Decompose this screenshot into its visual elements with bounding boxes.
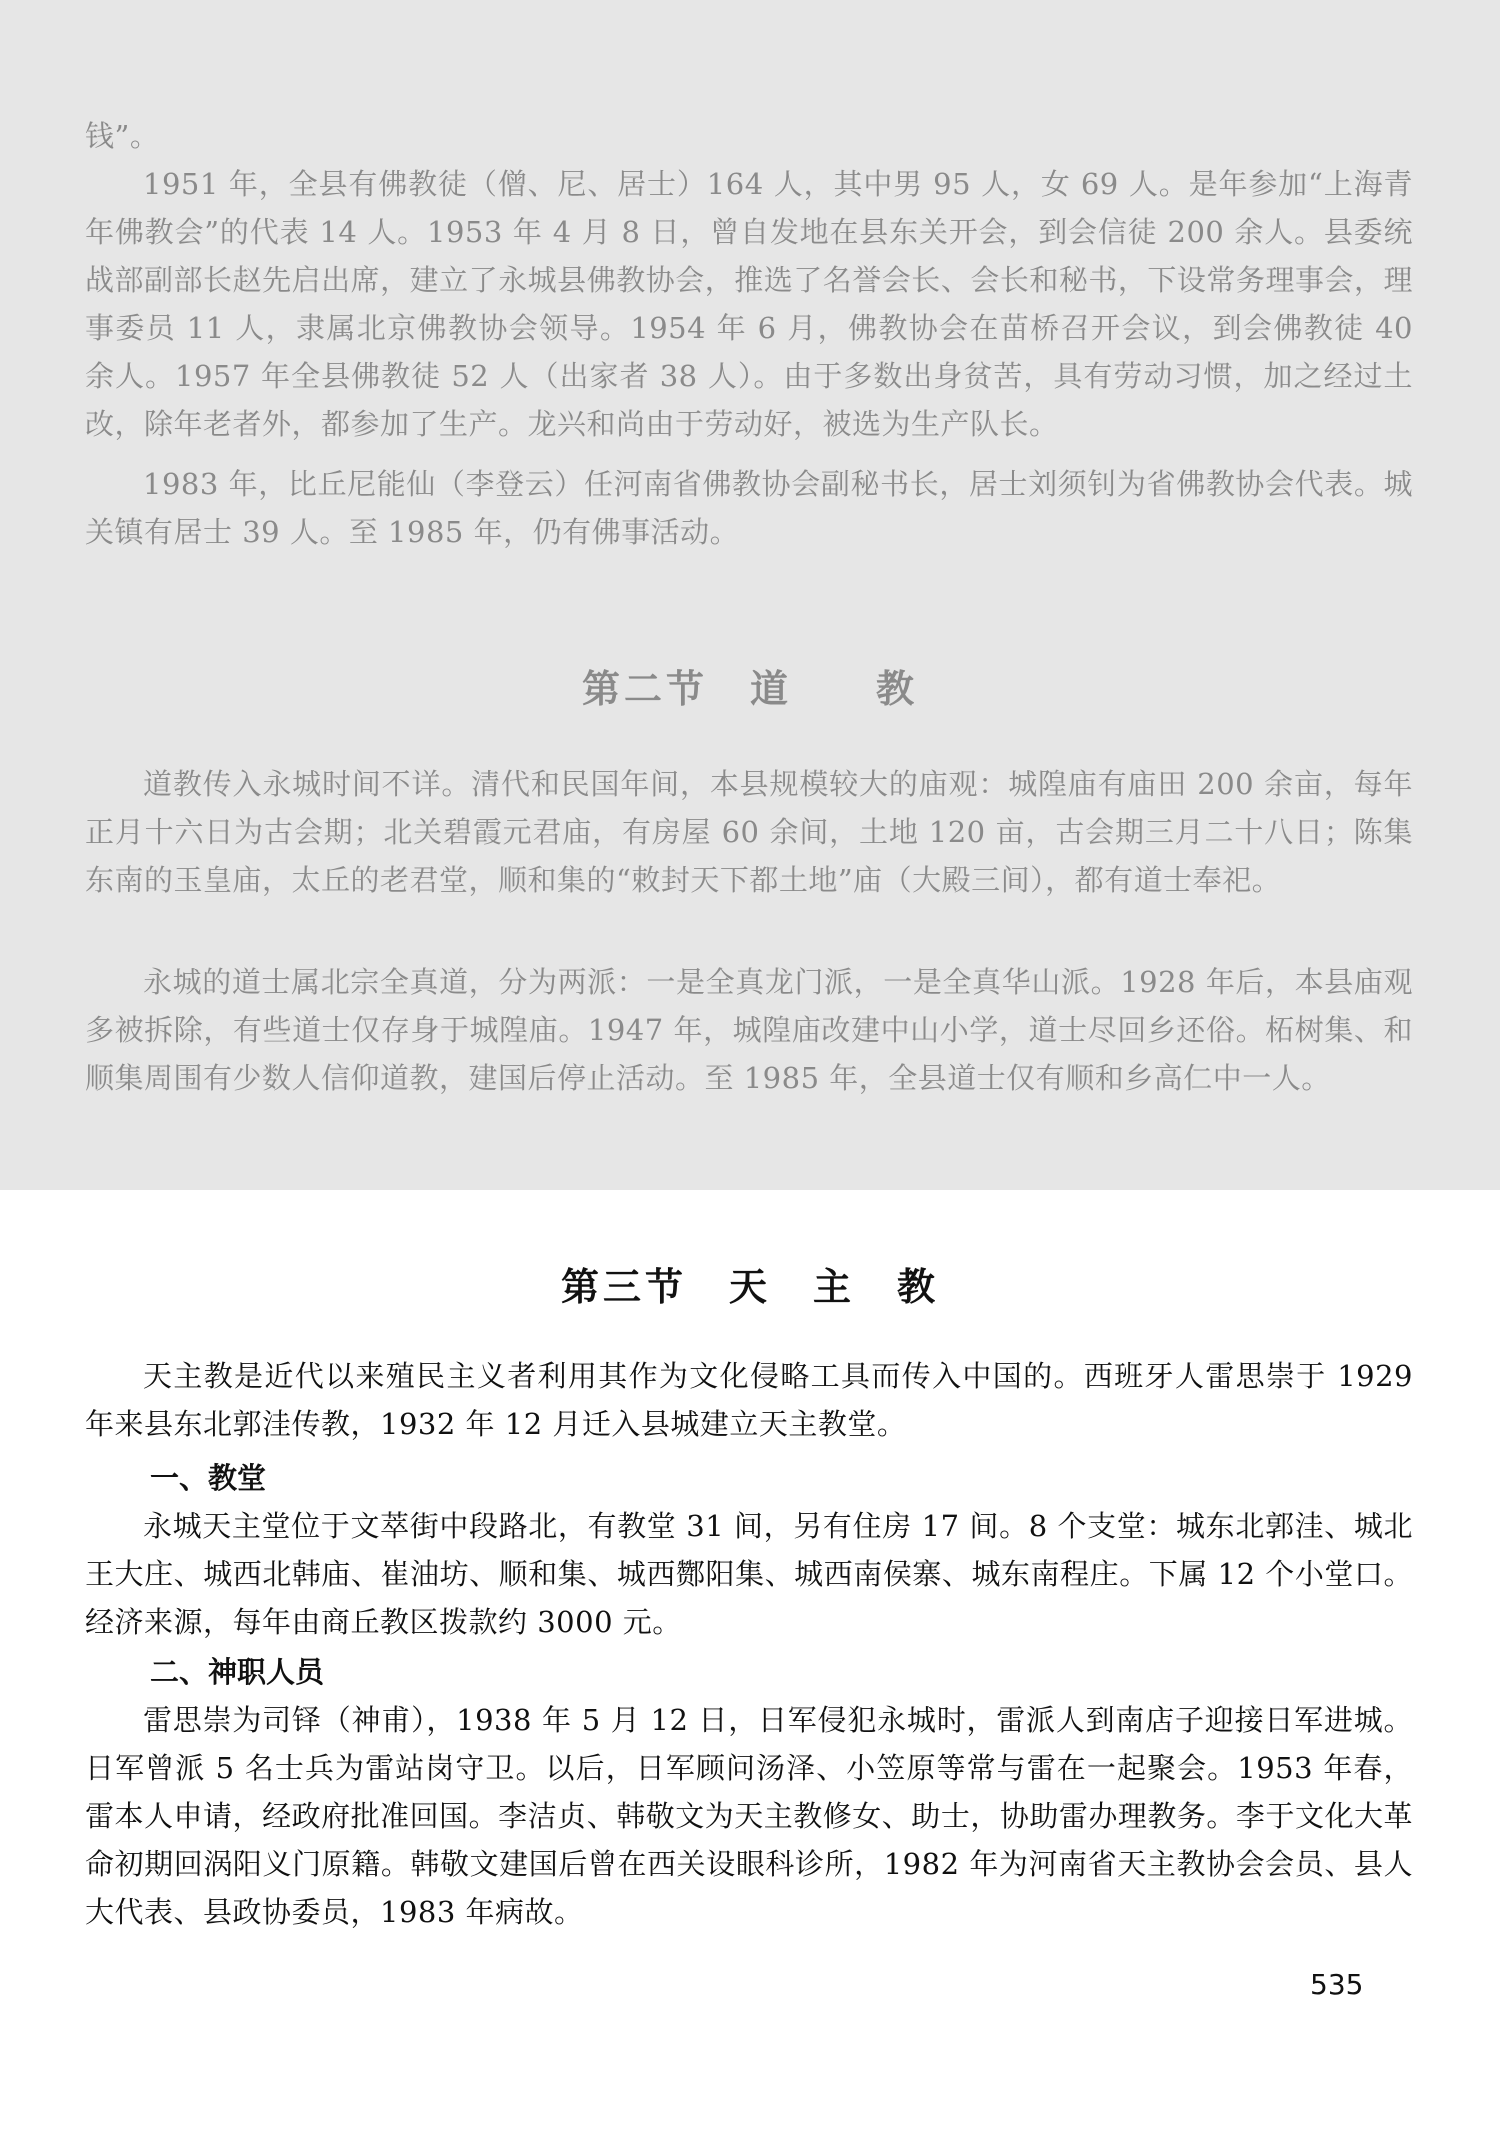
paragraph-taoism-2: 永城的道士属北宗全真道，分为两派：一是全真龙门派，一是全真华山派。1928 年后，本县庙观多被拆除，有些道士仅存身于城隍庙。1947 年，城隍庙改建中山小学，道士尽回乡还俗。柘树集、和顺集周围有少数人信仰道教，建国后停止活动。至 1985 年，全县道士仅有顺和乡高仁中一人。 [85, 965, 1413, 1095]
paragraph-church: 永城天主堂位于文萃街中段路北，有教堂 31 间，另有住房 17 间。8 个支堂：城东北郭洼、城北王大庄、城西北韩庙、崔油坊、顺和集、城西酂阳集、城西南侯寨、城东南程庄。下属 12 个小堂口。经济来源，每年由商丘教区拨款约 3000 元。 [85, 1509, 1413, 1639]
page-number: 535 [1310, 1968, 1364, 2001]
section-title-taoism: 第二节 道 教 [581, 666, 918, 711]
section-title-catholicism: 第三节 天 主 教 [560, 1264, 939, 1309]
paragraph-buddhism-1951: 1951 年，全县有佛教徒（僧、尼、居士）164 人，其中男 95 人，女 69 人。是年参加“上海青年佛教会”的代表 14 人。1953 年 4 月 8 日，曾自发地在县东关开会，到会信徒 200 余人。县委统战部副部长赵先启出席，建立了永城县佛教协会，推选了名誉会长、会长和秘书，下设常务理事会，理事委员 11 人，隶属北京佛教协会领导。1954 年 6 月，佛教协会在苗桥召开会议，到会佛教徒 40 余人。1957 年全县佛教徒 52 人（出家者 38 人）。由于多数出身贫苦，具有劳动习惯，加之经过土改，除年老者外，都参加了生产。龙兴和尚由于劳动好，被选为生产队长。 [85, 167, 1413, 441]
paragraph-taoism-1: 道教传入永城时间不详。清代和民国年间，本县规模较大的庙观：城隍庙有庙田 200 余亩，每年正月十六日为古会期；北关碧霞元君庙，有房屋 60 余间，土地 120 亩，古会期三月二十八日；陈集东南的玉皇庙，太丘的老君堂，顺和集的“敕封天下都土地”庙（大殿三间），都有道士奉祀。 [85, 767, 1413, 897]
subheading-clergy: 二、神职人员 [150, 1655, 325, 1689]
paragraph-clergy: 雷思崇为司铎（神甫），1938 年 5 月 12 日，日军侵犯永城时，雷派人到南店子迎接日军进城。日军曾派 5 名士兵为雷站岗守卫。以后，日军顾问汤泽、小笠原等常与雷在一起聚会。1953 年春，雷本人申请，经政府批准回国。李洁贞、韩敬文为天主教修女、助士，协助雷办理教务。李于文化大革命初期回涡阳义门原籍。韩敬文建国后曾在西关设眼科诊所，1982 年为河南省天主教协会会员、县人大代表、县政协委员，1983 年病故。 [85, 1703, 1413, 1929]
paragraph-buddhism-1983: 1983 年，比丘尼能仙（李登云）任河南省佛教协会副秘书长，居士刘须钊为省佛教协会代表。城关镇有居士 39 人。至 1985 年，仍有佛事活动。 [85, 467, 1413, 549]
paragraph-catholicism-intro: 天主教是近代以来殖民主义者利用其作为文化侵略工具而传入中国的。西班牙人雷思崇于 1929 年来县东北郭洼传教，1932 年 12 月迁入县城建立天主教堂。 [85, 1359, 1413, 1441]
subheading-church: 一、教堂 [150, 1461, 267, 1495]
paragraph-continuation: 钱”。 [85, 119, 160, 153]
